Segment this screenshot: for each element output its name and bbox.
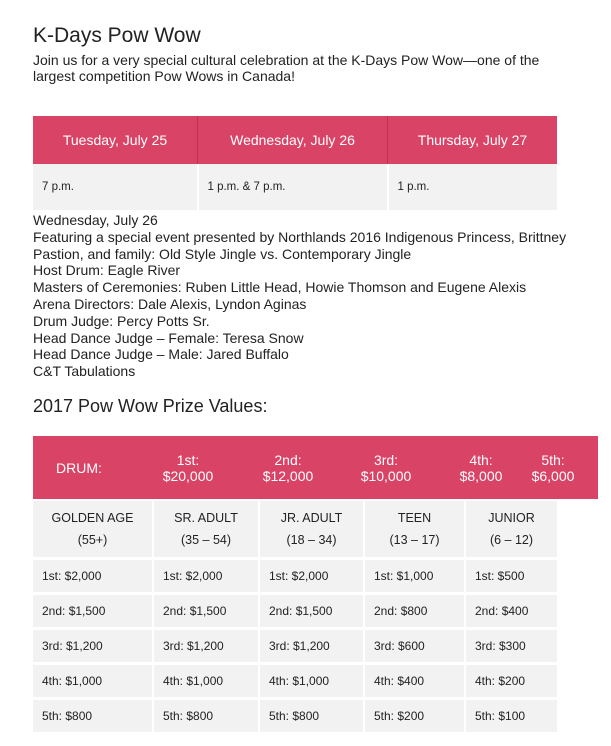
detail-line: Head Dance Judge – Male: Jared Buffalo bbox=[33, 346, 289, 363]
schedule-table bbox=[33, 116, 557, 210]
drum-prize bbox=[233, 436, 343, 499]
schedule-day: Wednesday, July 26 bbox=[198, 116, 388, 164]
category-ages: (6 – 12) bbox=[489, 533, 534, 547]
drum-prize bbox=[520, 436, 586, 499]
detail-line: C&T Tabulations bbox=[33, 363, 136, 380]
drum-place: 5th: bbox=[541, 451, 565, 468]
category-name: TEEN bbox=[397, 511, 432, 525]
intro-text: Join us for a very special cultural celebration at the K-Days Pow Wow—one of the largest competition Pow Wows in Canada! bbox=[33, 52, 540, 84]
page-title: K-Days Pow Wow bbox=[33, 24, 201, 47]
detail-line: Host Drum: Eagle River bbox=[33, 262, 181, 279]
prize-cell: 1st: $1,000 bbox=[364, 559, 465, 594]
schedule-header-row bbox=[33, 116, 557, 164]
detail-line: Head Dance Judge – Female: Teresa Snow bbox=[33, 329, 304, 346]
prize-cell: 4th: $1,000 bbox=[259, 664, 364, 699]
prize-row bbox=[33, 559, 557, 594]
schedule-day: Thursday, July 27 bbox=[417, 132, 528, 148]
drum-prize-band bbox=[33, 436, 598, 499]
drum-amount: $12,000 bbox=[262, 467, 314, 484]
drum-amount: $10,000 bbox=[360, 467, 412, 484]
category-ages: (13 – 17) bbox=[389, 533, 440, 547]
prize-cell: 2nd: $1,500 bbox=[33, 594, 153, 629]
prize-cell: 2nd: $800 bbox=[364, 594, 465, 629]
prize-cell: 1st: $2,000 bbox=[153, 559, 259, 594]
prize-cell: 4th: $200 bbox=[465, 664, 557, 699]
schedule-day: Tuesday, July 25 bbox=[33, 116, 198, 164]
schedule-time: 7 p.m. bbox=[33, 164, 198, 210]
detail-line: Wednesday, July 26 bbox=[33, 212, 158, 228]
schedule-time: 1 p.m. & 7 p.m. bbox=[198, 164, 388, 210]
category-header bbox=[259, 501, 364, 559]
prize-cell: 5th: $800 bbox=[259, 699, 364, 733]
category-ages: (35 – 54) bbox=[180, 533, 232, 547]
category-ages: (55+) bbox=[77, 533, 108, 547]
detail-line: Pastion, and family: Old Style Jingle vs. Contemporary Jingle bbox=[33, 245, 412, 262]
prize-cell: 3rd: $1,200 bbox=[33, 629, 153, 664]
category-header bbox=[465, 501, 557, 559]
category-header bbox=[153, 501, 259, 559]
prize-cell: 1st: $500 bbox=[465, 559, 557, 594]
detail-line: Masters of Ceremonies: Ruben Little Head, Howie Thomson and Eugene Alexis bbox=[33, 279, 527, 296]
prize-cell: 5th: $100 bbox=[465, 699, 557, 733]
prize-cell: 5th: $800 bbox=[33, 699, 153, 733]
prize-cell: 2nd: $1,500 bbox=[153, 594, 259, 629]
event-details bbox=[33, 212, 603, 380]
prize-cell: 4th: $1,000 bbox=[153, 664, 259, 699]
detail-line: Arena Directors: Dale Alexis, Lyndon Aginas bbox=[33, 295, 307, 312]
prize-cell: 2nd: $400 bbox=[465, 594, 557, 629]
drum-place: 4th: bbox=[469, 451, 493, 468]
category-header bbox=[33, 501, 153, 559]
drum-place: 3rd: bbox=[373, 451, 399, 468]
prizes-heading: 2017 Pow Wow Prize Values: bbox=[33, 396, 268, 416]
drum-label: DRUM: bbox=[56, 459, 102, 476]
detail-line: Drum Judge: Percy Potts Sr. bbox=[33, 312, 210, 329]
category-name: SR. ADULT bbox=[174, 511, 238, 525]
prize-row bbox=[33, 594, 557, 629]
category-name: JUNIOR bbox=[488, 511, 535, 525]
prize-cell: 3rd: $1,200 bbox=[259, 629, 364, 664]
drum-amount: $8,000 bbox=[459, 467, 503, 484]
prize-cell: 2nd: $1,500 bbox=[259, 594, 364, 629]
category-header-row bbox=[33, 501, 557, 559]
dance-prize-table bbox=[33, 501, 557, 732]
prize-cell: 1st: $2,000 bbox=[33, 559, 153, 594]
schedule-times-row bbox=[33, 164, 557, 210]
prize-cell: 1st: $2,000 bbox=[259, 559, 364, 594]
drum-prize bbox=[331, 436, 441, 499]
drum-amount: $6,000 bbox=[531, 467, 575, 484]
prize-cell: 3rd: $1,200 bbox=[153, 629, 259, 664]
prize-cell: 3rd: $300 bbox=[465, 629, 557, 664]
prize-cell: 4th: $1,000 bbox=[33, 664, 153, 699]
prize-cell: 5th: $200 bbox=[364, 699, 465, 733]
prize-row bbox=[33, 664, 557, 699]
category-name: GOLDEN AGE bbox=[51, 511, 134, 525]
drum-amount: $20,000 bbox=[162, 467, 214, 484]
prize-row bbox=[33, 629, 557, 664]
prize-cell: 3rd: $600 bbox=[364, 629, 465, 664]
prize-cell: 5th: $800 bbox=[153, 699, 259, 733]
prize-row bbox=[33, 699, 557, 733]
category-header bbox=[364, 501, 465, 559]
category-name: JR. ADULT bbox=[280, 511, 343, 525]
schedule-time: 1 p.m. bbox=[388, 164, 558, 210]
detail-line: Featuring a special event presented by Northlands 2016 Indigenous Princess, Brittney bbox=[33, 228, 567, 245]
prize-cell: 4th: $400 bbox=[364, 664, 465, 699]
drum-prize bbox=[133, 436, 243, 499]
drum-place: 2nd: bbox=[274, 451, 302, 468]
drum-place: 1st: bbox=[176, 451, 200, 468]
category-ages: (18 – 34) bbox=[286, 533, 337, 547]
